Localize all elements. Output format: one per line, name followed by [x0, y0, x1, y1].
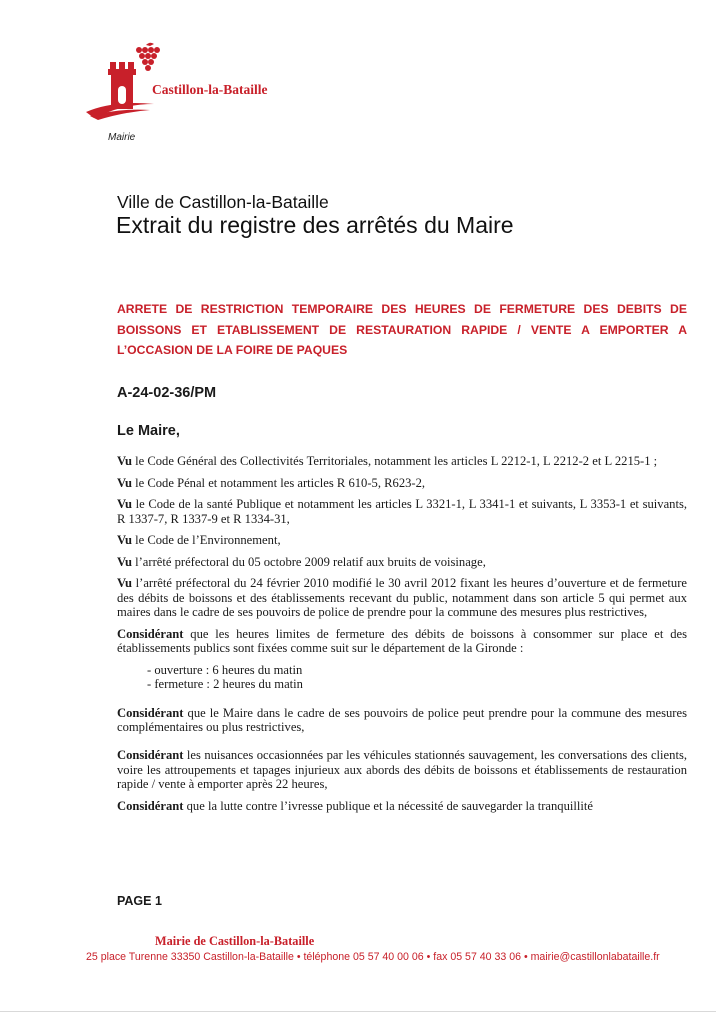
paragraph-vu-1 — [117, 454, 687, 468]
bottom-divider — [0, 1011, 716, 1012]
town-logo — [84, 42, 304, 152]
list-item-closing: - fermeture : 2 heures du matin — [147, 677, 303, 692]
paragraph-text: l’arrêté préfectoral du 05 octobre 2009 relatif aux bruits de voisinage, — [131, 554, 486, 569]
paragraph-lead: Considérant — [117, 705, 184, 720]
arrete-title: ARRETE DE RESTRICTION TEMPORAIRE DES HEURES DE FERMETURE DES DEBITS DE BOISSONS ET ETABLISSEMENT DE RESTAURATION RAPIDE / VENTE A EMPORTER A L’OCCASION DE LA FOIRE DE PAQUES — [117, 302, 687, 357]
header-register-title: Extrait du registre des arrêtés du Maire — [116, 212, 514, 238]
paragraph-vu-5 — [117, 555, 687, 569]
list-item-opening: - ouverture : 6 heures du matin — [147, 662, 303, 677]
paragraph-lead: Considérant — [117, 748, 184, 763]
paragraph-text: l’arrêté préfectoral du 24 février 2010 modifié le 30 avril 2012 fixant les heures d’ouverture et de fermeture des débits de boissons et des établissements recevant du public, notamment dans son article 5 qui permet aux maires dans le cadre de ses pouvoirs de police de prendre pour la commune des mesures plus restrictives, — [117, 576, 687, 620]
header-town: Ville de Castillon-la-Bataille — [117, 192, 329, 212]
paragraph-text: que la lutte contre l’ivresse publique et la nécessité de sauvegarder la tranquillité — [183, 798, 593, 813]
paragraph-text: que les heures limites de fermeture des débits de boissons à consommer sur place et des établissements publics sont fixées comme suit sur le département de la Gironde : — [117, 626, 687, 656]
paragraph-text: le Code de la santé Publique et notamment les articles L 3321-1, L 3341-1 et suivants, L 3353-1 et suivants, R 1337-7, R 1337-9 et R 1334-31, — [117, 497, 687, 526]
logo-name: Castillon-la-Bataille — [152, 82, 268, 97]
paragraph-lead: Vu — [117, 475, 132, 490]
document-body — [117, 454, 687, 820]
page-number: PAGE 1 — [117, 894, 162, 908]
arrete-reference: A-24-02-36/PM — [117, 385, 217, 401]
hours-list — [117, 663, 687, 692]
paragraph-vu-2 — [117, 476, 687, 490]
paragraph-text: le Code Pénal et notamment les articles R 610-5, R623-2, — [131, 475, 426, 490]
paragraph-considerant-2 — [117, 706, 687, 735]
paragraph-text: le Code de l’Environnement, — [131, 533, 281, 548]
paragraph-lead: Vu — [117, 497, 132, 512]
paragraph-text: les nuisances occasionnées par les véhicules stationnés sauvagement, les conversations des clients, voire les attroupements et tapages injurieux aux abords des débits de boissons et établissements de restauration rapide / vente à emporter après 22 heures, — [117, 748, 687, 792]
paragraph-vu-4 — [117, 533, 687, 547]
footer-address: 25 place Turenne 33350 Castillon-la-Bataille • téléphone 05 57 40 00 06 • fax 05 57 40 33 06 • mairie@castillonlabataille.fr — [86, 951, 660, 963]
paragraph-lead: Considérant — [117, 626, 184, 641]
paragraph-text: que le Maire dans le cadre de ses pouvoirs de police peut prendre pour la commune des mesures complémentaires ou plus restrictives, — [117, 705, 687, 734]
paragraph-lead: Vu — [117, 454, 132, 468]
paragraph-lead: Vu — [117, 554, 132, 569]
paragraph-lead: Considérant — [117, 798, 184, 813]
paragraph-lead: Vu — [117, 533, 132, 548]
paragraph-considerant-1 — [117, 627, 687, 656]
paragraph-vu-6 — [117, 576, 687, 619]
footer-mairie-name: Mairie de Castillon-la-Bataille — [155, 934, 315, 948]
paragraph-considerant-4 — [117, 799, 687, 813]
paragraph-text: le Code Général des Collectivités Territoriales, notamment les articles L 2212-1, L 2212-2 et L 2215-1 ; — [131, 454, 658, 468]
logo-subtitle: Mairie — [108, 132, 136, 143]
le-maire-heading: Le Maire, — [117, 423, 180, 439]
paragraph-vu-3 — [117, 497, 687, 526]
paragraph-lead: Vu — [117, 576, 132, 591]
paragraph-considerant-3 — [117, 748, 687, 791]
